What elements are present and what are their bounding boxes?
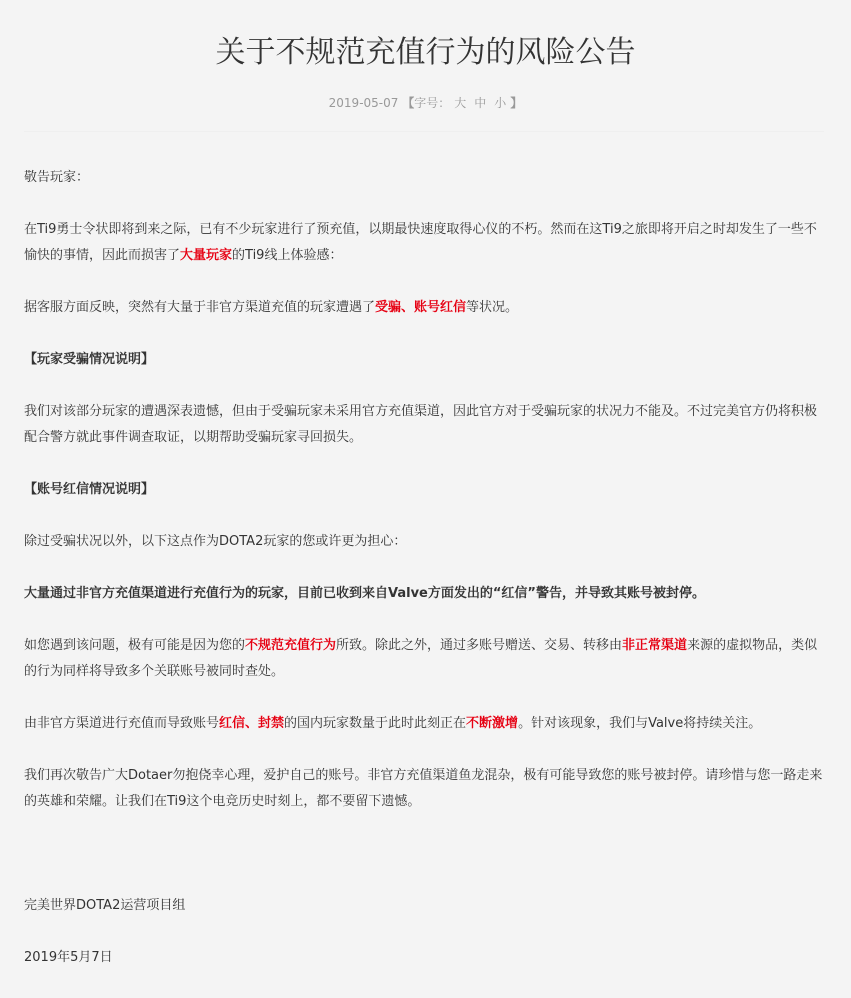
- paragraph-intro: [24, 217, 827, 269]
- font-size-small-button[interactable]: 小: [494, 96, 507, 110]
- highlight-text: 大量玩家: [180, 248, 233, 263]
- signature: 完美世界DOTA2运营项目组: [24, 898, 186, 913]
- highlight-text: 受骗、账号红信: [375, 300, 467, 315]
- font-size-label: 字号：: [414, 96, 451, 110]
- paragraph-text: 。针对该现象，我们与Valve将持续关注。: [518, 716, 762, 731]
- paragraph-warning-bold: 大量通过非官方充值渠道进行充值行为的玩家，目前已收到来自Valve方面发出的“红信”警告，并导致其账号被封停。: [24, 586, 705, 601]
- paragraph-text: 据客服方面反映，突然有大量于非官方渠道充值的玩家遭遇了: [24, 300, 376, 315]
- spacer: [24, 841, 827, 893]
- paragraph-closing: 我们再次敬告广大Dotaer勿抱侥幸心理，爱护自己的账号。非官方充值渠道鱼龙混杂，极有可能导致您的账号被封停。请珍惜与您一路走来的英雄和荣耀。让我们在Ti9这个电竞历史时刻上，都不要留下遗憾。: [24, 768, 823, 809]
- highlight-text: 不规范充值行为: [245, 638, 337, 653]
- paragraph-cause: [24, 633, 827, 685]
- paragraph-concern: 除过受骗状况以外，以下这点作为DOTA2玩家的您或许更为担心：: [24, 534, 407, 549]
- paragraph-text: 来源的虚拟物品，类似的行为同样将导致多个关联账号被同时查处。: [24, 638, 818, 679]
- greeting: 敬告玩家：: [24, 170, 90, 185]
- paragraph-text: 如您遇到该问题，极有可能是因为您的: [24, 638, 246, 653]
- publish-date: 2019-05-07: [328, 96, 399, 110]
- paragraph-text: 在Ti9勇士令状即将到来之际，已有不少玩家进行了预充值，以期最快速度取得心仪的不朽。然而在这Ti9之旅即将开启之时却发生了一些不愉快的事情，因此而损害了: [24, 222, 817, 263]
- paragraph-text: 的Ti9线上体验感：: [232, 248, 343, 263]
- highlight-text: 红信、封禁: [219, 716, 285, 731]
- article-body: [24, 132, 827, 971]
- font-size-open-bracket: 【: [402, 96, 415, 110]
- paragraph-text: 等状况。: [466, 300, 519, 315]
- section-heading-red-letter: 【账号红信情况说明】: [24, 482, 155, 497]
- section-heading-scam: 【玩家受骗情况说明】: [24, 352, 155, 367]
- font-size-large-button[interactable]: 大: [454, 96, 467, 110]
- paragraph-text: 的国内玩家数量于此时此刻正在: [284, 716, 467, 731]
- paragraph-report: [24, 295, 827, 321]
- font-size-medium-button[interactable]: 中: [474, 96, 487, 110]
- paragraph-text: 所致。除此之外，通过多账号赠送、交易、转移由: [336, 638, 623, 653]
- signature-date: 2019年5月7日: [24, 950, 113, 965]
- highlight-text: 非正常渠道: [622, 638, 688, 653]
- article-meta: [24, 94, 827, 112]
- article-title: 关于不规范充值行为的风险公告: [215, 35, 636, 70]
- paragraph-text: 由非官方渠道进行充值而导致账号: [24, 716, 220, 731]
- highlight-text: 不断激增: [466, 716, 519, 731]
- paragraph-scam-details: 我们对该部分玩家的遭遇深表遗憾，但由于受骗玩家未采用官方充值渠道，因此官方对于受骗玩家的状况力不能及。不过完美官方仍将积极配合警方就此事件调查取证，以期帮助受骗玩家寻回损失。: [24, 404, 818, 445]
- font-size-close-bracket: 】: [510, 96, 523, 110]
- paragraph-increase: [24, 711, 827, 737]
